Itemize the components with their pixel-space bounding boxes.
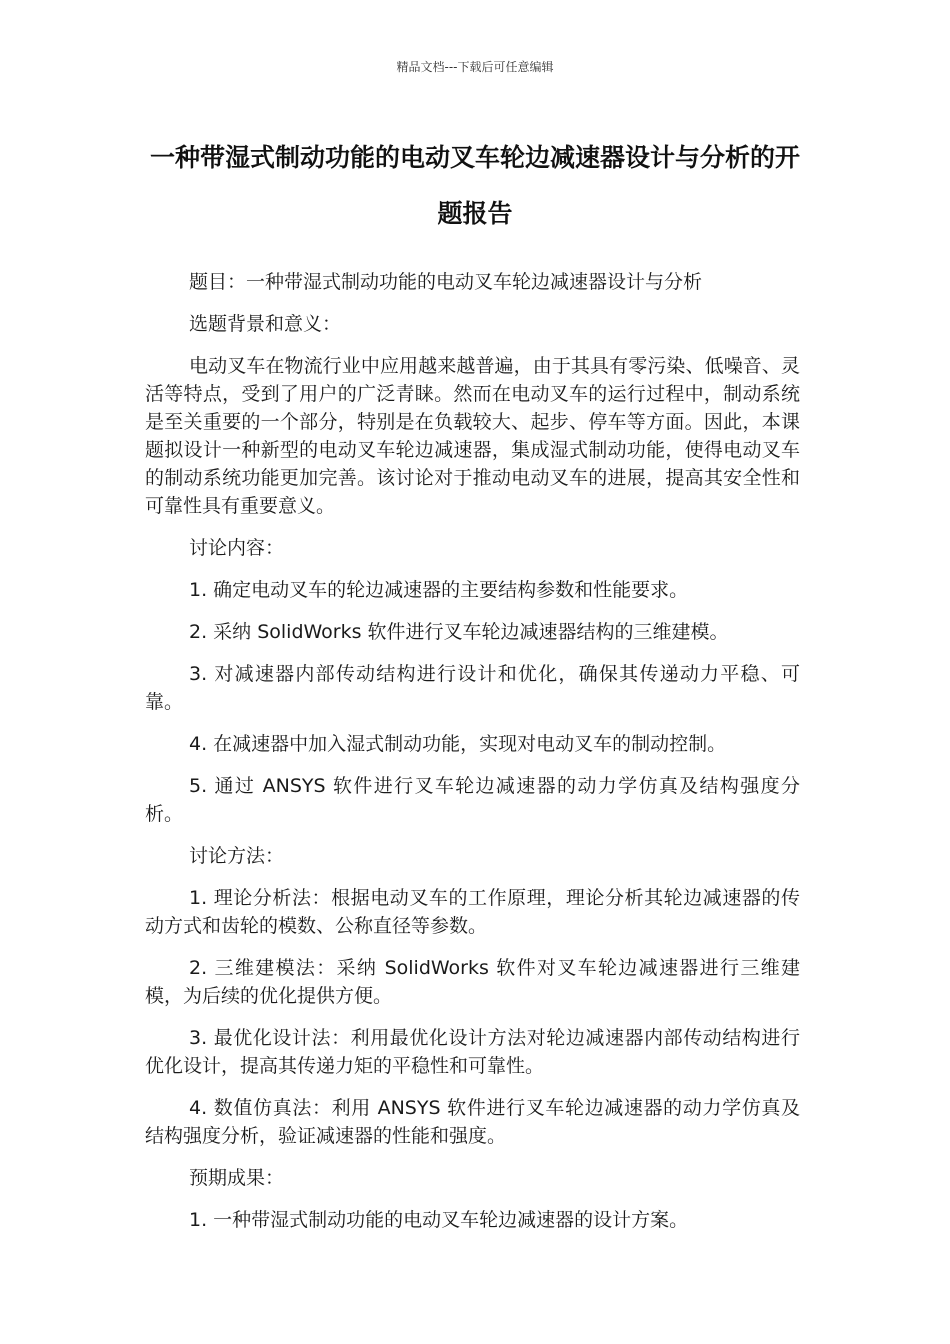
paragraph-content-item: 1. 确定电动叉车的轮边减速器的主要结构参数和性能要求。 <box>189 579 689 601</box>
paragraph-content-heading: 讨论内容： <box>189 537 285 559</box>
header-note: 精品文档---下载后可任意编辑 <box>396 60 554 74</box>
paragraph-content-item: 4. 在减速器中加入湿式制动功能，实现对电动叉车的制动控制。 <box>189 733 727 755</box>
paragraph-background-text: 电动叉车在物流行业中应用越来越普遍，由于其具有零污染、低噪音、灵活等特点，受到了用户的广泛青睐。然而在电动叉车的运行过程中，制动系统是至关重要的一个部分，特别是在负载较大、起步、停车等方面。因此，本课题拟设计一种新型的电动叉车轮边减速器，集成湿式制动功能，使得电动叉车的制动系统功能更加完善。该讨论对于推动电动叉车的进展，提高其安全性和可靠性具有重要意义。 <box>145 355 800 517</box>
document-body <box>145 268 800 1248</box>
paragraph-results-heading: 预期成果： <box>189 1167 285 1189</box>
paragraph-content-item: 2. 采纳 SolidWorks 软件进行叉车轮边减速器结构的三维建模。 <box>189 621 729 643</box>
paragraph-background-heading: 选题背景和意义： <box>189 313 342 335</box>
paragraph-results-item: 1. 一种带湿式制动功能的电动叉车轮边减速器的设计方案。 <box>189 1209 689 1231</box>
paragraph-method-item: 2. 三维建模法：采纳 SolidWorks 软件对叉车轮边减速器进行三维建模，为后续的优化提供方便。 <box>145 957 800 1007</box>
paragraph-method-item: 1. 理论分析法：根据电动叉车的工作原理，理论分析其轮边减速器的传动方式和齿轮的模数、公称直径等参数。 <box>145 887 800 937</box>
paragraph-method-item: 3. 最优化设计法：利用最优化设计方法对轮边减速器内部传动结构进行优化设计，提高其传递力矩的平稳性和可靠性。 <box>145 1027 800 1077</box>
document-title: 一种带湿式制动功能的电动叉车轮边减速器设计与分析的开题报告 <box>149 143 800 228</box>
paragraph-method-item: 4. 数值仿真法：利用 ANSYS 软件进行叉车轮边减速器的动力学仿真及结构强度分析，验证减速器的性能和强度。 <box>145 1097 800 1147</box>
paragraph-content-item: 3. 对减速器内部传动结构进行设计和优化，确保其传递动力平稳、可靠。 <box>145 663 800 713</box>
paragraph-method-heading: 讨论方法： <box>189 845 285 867</box>
paragraph-content-item: 5. 通过 ANSYS 软件进行叉车轮边减速器的动力学仿真及结构强度分析。 <box>145 775 800 825</box>
paragraph-topic: 题目：一种带湿式制动功能的电动叉车轮边减速器设计与分析 <box>189 271 703 293</box>
